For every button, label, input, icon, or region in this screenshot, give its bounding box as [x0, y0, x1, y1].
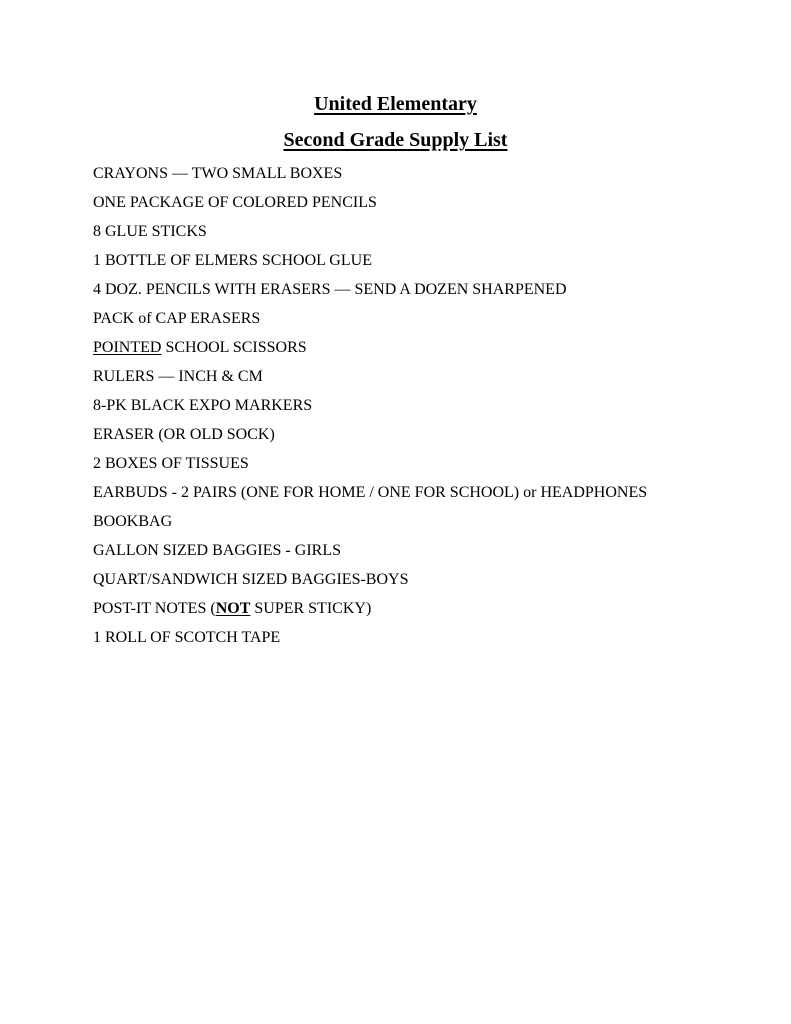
list-title: Second Grade Supply List: [283, 129, 508, 151]
supply-item-tissues: 2 BOXES OF TISSUES: [93, 455, 249, 472]
supply-item-pencils: 4 DOZ. PENCILS WITH ERASERS — SEND A DOZEN SHARPENED: [93, 281, 567, 298]
supply-item-scotch-tape: 1 ROLL OF SCOTCH TAPE: [93, 629, 281, 646]
supply-item-rulers: RULERS — INCH & CM: [93, 368, 263, 385]
supply-item-eraser: ERASER (OR OLD SOCK): [93, 426, 275, 443]
pointed-emphasis: POINTED: [93, 339, 162, 356]
supply-item-earbuds: EARBUDS - 2 PAIRS (ONE FOR HOME / ONE FOR SCHOOL) or HEADPHONES: [93, 484, 648, 501]
supply-item-glue-sticks: 8 GLUE STICKS: [93, 223, 207, 240]
supply-item-cap-erasers: PACK of CAP ERASERS: [93, 310, 261, 327]
supply-item-scissors: [93, 338, 647, 367]
supply-item-post-it-notes: [93, 599, 647, 628]
supply-item-expo-markers: 8-PK BLACK EXPO MARKERS: [93, 397, 313, 414]
not-emphasis: NOT: [215, 600, 251, 617]
post-it-text-before: POST-IT NOTES (: [93, 600, 216, 617]
post-it-text-after: SUPER STICKY): [250, 600, 372, 617]
supply-item-quart-baggies: QUART/SANDWICH SIZED BAGGIES-BOYS: [93, 571, 409, 588]
supply-item-crayons: CRAYONS — TWO SMALL BOXES: [93, 165, 343, 182]
supply-list: [93, 164, 647, 657]
scissors-text: SCHOOL SCISSORS: [161, 339, 307, 356]
supply-item-school-glue: 1 BOTTLE OF ELMERS SCHOOL GLUE: [93, 252, 372, 269]
supply-item-colored-pencils: ONE PACKAGE OF COLORED PENCILS: [93, 194, 377, 211]
supply-item-bookbag: BOOKBAG: [93, 513, 173, 530]
supply-item-gallon-baggies: GALLON SIZED BAGGIES - GIRLS: [93, 542, 341, 559]
school-name: United Elementary: [314, 93, 477, 115]
